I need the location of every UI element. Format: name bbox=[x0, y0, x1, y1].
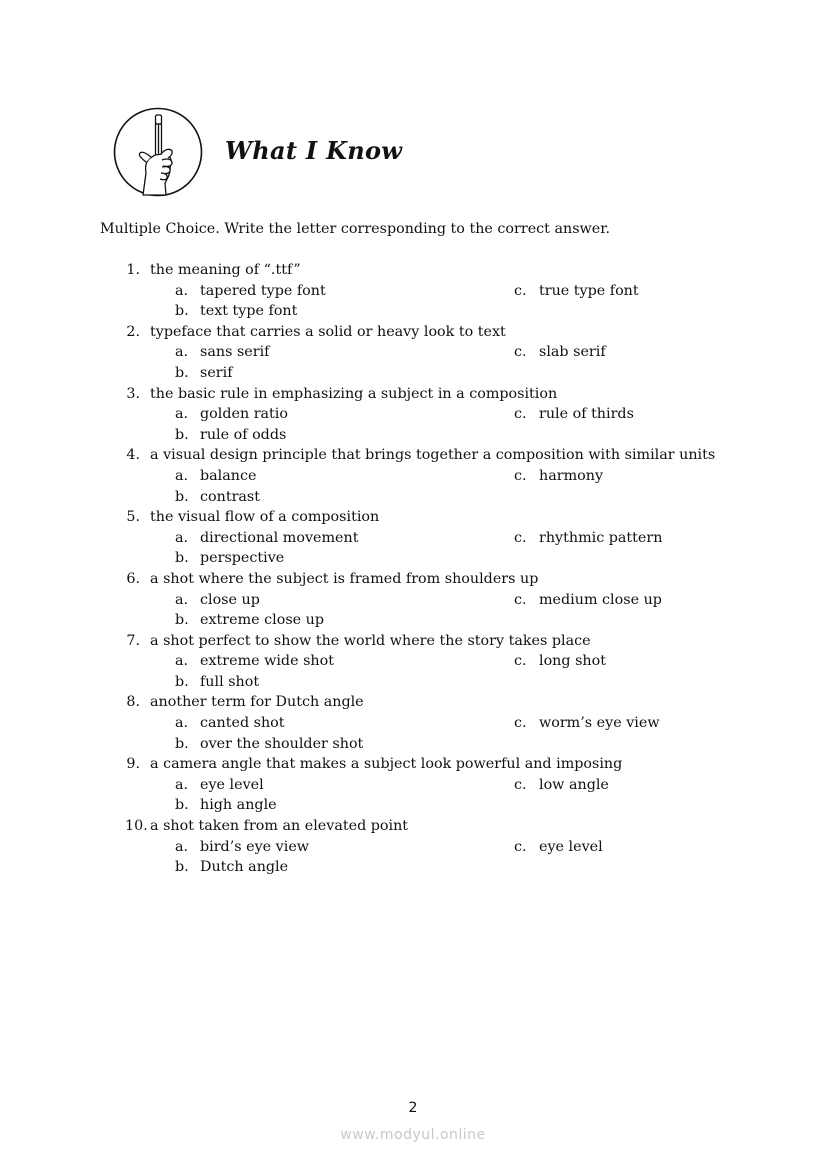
option-a: a. directional movement bbox=[175, 529, 359, 546]
question-number: 1. bbox=[126, 262, 140, 278]
option-a: a. canted shot bbox=[175, 715, 285, 732]
option-a: a. close up bbox=[175, 591, 260, 608]
question-number: 6. bbox=[126, 570, 140, 587]
question-1 bbox=[100, 260, 760, 322]
option-b: b. over the shoulder shot bbox=[175, 735, 364, 752]
question-number: 10. bbox=[125, 818, 148, 835]
option-c: c. long shot bbox=[514, 653, 606, 670]
question-8 bbox=[100, 692, 760, 754]
option-b: b. extreme close up bbox=[175, 612, 325, 629]
question-9 bbox=[100, 754, 760, 816]
question-number: 7. bbox=[126, 632, 140, 649]
option-a: a. sans serif bbox=[175, 344, 270, 361]
option-b: b. contrast bbox=[175, 488, 261, 505]
option-c: c. harmony bbox=[514, 467, 604, 484]
question-text: a shot taken from an elevated point bbox=[150, 818, 409, 835]
question-number: 8. bbox=[126, 694, 140, 711]
option-a: a. tapered type font bbox=[175, 282, 326, 299]
question-6 bbox=[100, 569, 760, 631]
option-b: b. text type font bbox=[175, 303, 298, 320]
option-b: b. full shot bbox=[175, 673, 260, 690]
option-a: a. extreme wide shot bbox=[175, 653, 334, 670]
option-a: a. balance bbox=[175, 467, 257, 484]
quiz-list bbox=[100, 260, 760, 878]
question-7 bbox=[100, 631, 760, 693]
option-c: c. eye level bbox=[514, 838, 603, 855]
option-b: b. rule of odds bbox=[175, 426, 287, 443]
question-text: typeface that carries a solid or heavy look to text bbox=[150, 323, 506, 340]
question-text: a camera angle that makes a subject look powerful and imposing bbox=[150, 756, 623, 773]
section-title: What I Know bbox=[225, 136, 403, 165]
watermark: www.modyul.online bbox=[340, 1127, 486, 1143]
option-a: a. golden ratio bbox=[175, 406, 288, 423]
page-number: 2 bbox=[408, 1100, 418, 1116]
option-a: a. bird’s eye view bbox=[175, 838, 310, 855]
question-text: the basic rule in emphasizing a subject in a composition bbox=[150, 385, 558, 402]
question-text: the meaning of “.ttf” bbox=[150, 262, 301, 278]
question-3 bbox=[100, 384, 760, 446]
option-c: c. low angle bbox=[514, 776, 609, 793]
question-number: 5. bbox=[126, 509, 140, 526]
question-number: 2. bbox=[126, 323, 140, 340]
question-5 bbox=[100, 507, 760, 569]
option-c: c. slab serif bbox=[514, 344, 606, 361]
option-b: b. high angle bbox=[175, 797, 277, 814]
question-2 bbox=[100, 322, 760, 384]
question-text: a shot where the subject is framed from shoulders up bbox=[150, 570, 539, 587]
hand-holding-pencil-icon bbox=[113, 107, 203, 197]
question-10 bbox=[100, 816, 760, 878]
option-c: c. worm’s eye view bbox=[514, 715, 660, 732]
question-text: a visual design principle that brings together a composition with similar units bbox=[150, 447, 716, 464]
question-text: another term for Dutch angle bbox=[150, 694, 364, 711]
option-a: a. eye level bbox=[175, 776, 264, 793]
question-text: the visual flow of a composition bbox=[150, 509, 380, 526]
instructions: Multiple Choice. Write the letter corresponding to the correct answer. bbox=[100, 221, 611, 237]
option-c: c. rule of thirds bbox=[514, 406, 634, 423]
option-c: c. rhythmic pattern bbox=[514, 529, 663, 546]
option-c: c. medium close up bbox=[514, 591, 662, 608]
option-b: b. perspective bbox=[175, 550, 285, 567]
option-b: b. serif bbox=[175, 364, 233, 381]
question-number: 3. bbox=[126, 385, 140, 402]
option-b: b. Dutch angle bbox=[175, 859, 289, 876]
question-number: 9. bbox=[126, 756, 140, 773]
question-4 bbox=[100, 445, 760, 507]
option-c: c. true type font bbox=[514, 282, 639, 299]
question-text: a shot perfect to show the world where the story takes place bbox=[150, 632, 591, 649]
question-number: 4. bbox=[126, 447, 140, 464]
